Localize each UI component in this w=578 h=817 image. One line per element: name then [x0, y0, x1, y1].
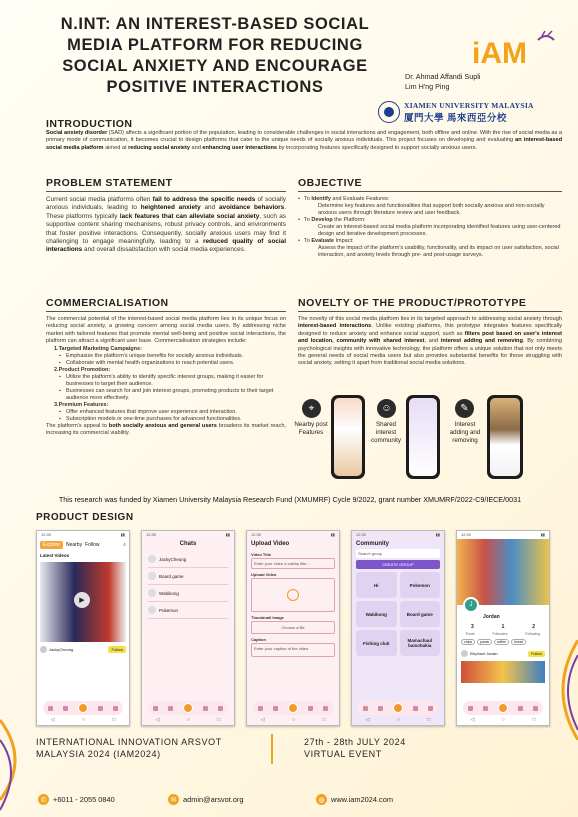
upload-icon [287, 589, 299, 601]
group-card[interactable]: Board game [400, 601, 441, 627]
chat-item[interactable]: JackyCheung [148, 551, 228, 568]
add-post-button[interactable] [498, 703, 508, 713]
group-card[interactable]: Pokemon [400, 572, 441, 598]
bottom-nav [358, 701, 438, 715]
group-card[interactable]: Hi [356, 572, 397, 598]
post-username: Elephant Jordan [470, 651, 498, 656]
chat-item[interactable]: Pokemon [148, 602, 228, 619]
caption-input[interactable]: Enter your caption of the video [251, 643, 335, 657]
bottom-nav [463, 701, 543, 715]
iam-logo-text: iAM [472, 37, 527, 70]
feature-label-interest: Interest adding and removing [449, 421, 481, 444]
objective-heading: OBJECTIVE [298, 177, 363, 189]
title-line-4: POSITIVE INTERACTIONS [106, 78, 324, 96]
commercialisation-intro: The commercial potential of the interest-based social media platform lies in its unique focus on reducing social anxiety, a growing concern among social media users. By addressing niche market with tailored features that promote mental well-being and positive social interactions, the platform can attract a significant user base. Commercialisation strategies include: [46, 316, 286, 345]
title-line-2: MEDIA PLATFORM FOR REDUCING [67, 36, 363, 54]
group-card[interactable]: Fishing club [356, 630, 397, 656]
introduction-text: Social anxiety disorder (SAD) affects a significant portion of the population, leading to considerable challenges in social interactions and engagement, both offline and online. With the rise of social media as a primary mode of communication, it becomes crucial to design platforms that cater to the unique needs of socially anxious individuals. This project focuses on developing and evaluating an interest-based social media platform aimed at reducing social anxiety and enhancing user interactions by incorporating features specifically designed to support socially anxious users. [46, 130, 562, 151]
screenshot-profile: 12:30 ▮▮ J Jordan 3 1 2 Posts Followers Following chips pasta coffee bread Elephant Jordan Follow ◁ ○ □ [456, 530, 550, 726]
choose-file-button[interactable]: Choose a file [251, 621, 335, 634]
interest-tag[interactable]: bread [511, 639, 526, 645]
interest-tag[interactable]: pasta [477, 639, 492, 645]
profile-name: Jordan [483, 614, 500, 620]
commercialisation-section: COMMERCIALISATION The commercial potential of the interest-based social media platform lies in its unique focus on reducing social anxiety, a growing concern among social media users. By addressing niche market with tailored features that promote mental well-being and positive social interactions, the platform can attract a significant user base. Commercialisation strategies include: 1.Targeted Marketing Campaigns: ▪ Emphasize the platform's unique benefits for socially anxious individuals. ▪ Collaborate with mental health organizations to reach potential users. 2.Product Promotion: ▪ Utilize the platform's ability to identify specific interest groups, making it easier for businesses to target their audience. ▪ Businesses can search for and join interest groups, promoting products to their target audience more effectively. 3.Premium Features: ▪ Offer enhanced features that improve user experience and interaction. ▪ Subscription models or one-time purchases for advanced functionalities. The platform's appeal to both socially anxious and general users broadens its market reach, increasing its commercial viability. [46, 297, 286, 437]
author-1: Dr. Ahmad Affandi Supli [405, 72, 481, 81]
contact-phone[interactable]: ✆ +6011 - 2055 0840 [38, 794, 115, 805]
objective-item: • To Evaluate Impact: Assess the impact of the platform's usability, functionality, and its impact on user satisfaction, social interaction, and anxiety levels through pre- and post-usage surveys. [298, 238, 562, 259]
feature-label-community: Shared interest community [371, 421, 401, 444]
upload-title: Upload Video [251, 541, 290, 547]
add-post-button[interactable] [393, 703, 403, 713]
avatar [40, 646, 47, 653]
objective-item: • To Identify and Evaluate Features: Determine key features and functionalities that support both socially anxious and non-socially anxious users through literature review and user feedback. [298, 196, 562, 217]
group-card[interactable]: Wabikong [356, 601, 397, 627]
tab-explore[interactable]: Explore [40, 541, 63, 549]
chat-bubbles-icon: ✎ [455, 399, 474, 418]
chat-item[interactable]: Board game [148, 568, 228, 585]
screenshot-upload: 12:30 ▮▮ Upload Video Video Title Enter your video a catchy title... Upload Video Thumbnail Image Choose a file Caption Enter your caption of the video ◁ ○ □ [246, 530, 340, 726]
introduction-section [46, 118, 562, 152]
bottom-nav [43, 701, 123, 715]
product-design-heading: PRODUCT DESIGN [36, 512, 134, 523]
avatar: J [463, 597, 479, 613]
commercialisation-outro: The platform's appeal to both socially anxious and general users broadens its market reach, increasing its commercial viability. [46, 422, 286, 437]
add-post-button[interactable] [183, 703, 193, 713]
globe-icon: ◍ [316, 794, 327, 805]
bottom-nav [253, 701, 333, 715]
video-thumbnail[interactable] [40, 562, 126, 642]
email-icon: ✉ [168, 794, 179, 805]
bottom-nav [148, 701, 228, 715]
phone-mockup-interest [487, 395, 523, 479]
post-username: JackyCheung [49, 647, 74, 652]
play-icon[interactable]: ▶ [74, 592, 90, 608]
contact-website[interactable]: ◍ www.iam2024.com [316, 794, 393, 805]
event-name: INTERNATIONAL INNOVATION ARSVOT MALAYSIA 2024 (IAM2024) [36, 737, 222, 759]
decorative-swoosh-right [548, 640, 578, 740]
community-icon: ☺ [377, 399, 396, 418]
university-name-en: XIAMEN UNIVERSITY MALAYSIA [404, 100, 534, 110]
novelty-heading: NOVELTY OF THE PRODUCT/PROTOTYPE [298, 297, 527, 309]
feature-showcase [294, 395, 568, 483]
introduction-heading: INTRODUCTION [46, 118, 133, 130]
interest-tag[interactable]: chips [461, 639, 475, 645]
feature-label-nearby: Nearby post Features [294, 421, 328, 436]
create-group-button[interactable]: CREATE GROUP [356, 560, 440, 569]
author-2: Lim H'ng Ping [405, 82, 450, 91]
iam-logo [468, 30, 560, 72]
problem-section [46, 177, 286, 255]
university-name-cn: 厦門大學 馬來西亞分校 [404, 113, 507, 124]
group-search-input[interactable]: Search group [356, 549, 440, 558]
screenshot-explore: 12:30 ▮▮ Explore Nearby Follow ⌕ Latest Videos ▶ JackyCheung Follow ◁ ○ □ [36, 530, 130, 726]
profile-cover-image [457, 539, 549, 608]
chat-item[interactable]: Wabikong [148, 585, 228, 602]
phone-mockup-nearby [331, 395, 365, 479]
authors [405, 72, 480, 92]
tab-nearby[interactable]: Nearby [65, 542, 83, 548]
upload-video-box[interactable] [251, 578, 335, 612]
decorative-swoosh-left [0, 700, 40, 817]
event-date: 27th - 28th JULY 2024 VIRTUAL EVENT [304, 737, 406, 759]
commercialisation-heading: COMMERCIALISATION [46, 297, 169, 309]
search-icon[interactable]: ⌕ [123, 542, 126, 548]
latest-videos-label: Latest Videos [40, 553, 70, 558]
phone-icon: ✆ [38, 794, 49, 805]
add-post-button[interactable] [78, 703, 88, 713]
post-image[interactable] [461, 661, 545, 683]
novelty-section [298, 297, 562, 368]
map-pin-icon: ⌖ [302, 399, 321, 418]
add-post-button[interactable] [288, 703, 298, 713]
problem-heading: PROBLEM STATEMENT [46, 177, 173, 189]
chats-title: Chats [179, 541, 197, 547]
funding-note: This research was funded by Xiamen University Malaysia Research Fund (XMUMRF) Cycle 9/2022, grant number XMUMRF/2022-C9/IECE/0031 [58, 495, 522, 504]
objective-item: • To Develop the Platform: Create an interest-based social media platform incorporating identified features using user-centered design and iterative development processes. [298, 217, 562, 238]
problem-text: Current social media platforms often fail to address the specific needs of socially anxious individuals, leading to heightened anxiety and avoidance behaviors. These platforms typically lack features that can alleviate social anxiety, such as supportive content sharing mechanisms, robust privacy controls, and environments that foster positive interactions. Consequently, socially anxious users may find it challenging to engage meaningfully, leading to a reduced quality of social interactions and overall dissatisfaction with social media experiences. [46, 196, 287, 254]
screenshot-chats: 12:30 ▮▮ Chats JackyCheung Board game Wabikong Pokemon ◁ ○ □ [141, 530, 235, 726]
follow-button[interactable]: Follow [108, 646, 126, 653]
title-line-1: N.INT: AN INTEREST-BASED SOCIAL [60, 15, 370, 33]
interest-tag[interactable]: coffee [494, 639, 509, 645]
group-card[interactable]: Mamachaul baisohakia [400, 630, 441, 656]
contact-email[interactable]: ✉ admin@arsvot.org [168, 794, 244, 805]
product-design-heading-wrap [36, 512, 134, 523]
poster-title [40, 14, 390, 98]
screenshot-community: 12:30 ▮▮ Community Search group CREATE GROUP Hi Pokemon Wabikong Board game Fishing club Mamachaul baisohakia ◁ ○ □ [351, 530, 445, 726]
footer-divider [271, 734, 273, 764]
tab-follow[interactable]: Follow [85, 542, 100, 548]
objective-section [298, 177, 562, 259]
novelty-text: The novelty of this social media platform lies in its targeted approach to addressing social anxiety through interest-based interactions. Unlike existing platforms, this prototype integrates features specifically designed to reduce anxiety and enhance social support, such as filters post based on user's interest and location, community with shared interest, and interest adding and removing. By combining psychological insights with innovative technology, the platform offers a unique solution that not only meets the general needs of social media users but also provides substantial benefits for those struggling with social anxiety, setting it apart from traditional social media solutions. [298, 316, 563, 367]
video-title-input[interactable]: Enter your video a catchy title... [251, 558, 335, 569]
phone-mockup-community [406, 395, 440, 479]
title-line-3: SOCIAL ANXIETY AND ENCOURAGE [62, 57, 368, 75]
follow-button[interactable]: Follow [528, 651, 545, 657]
community-title: Community [356, 541, 389, 547]
